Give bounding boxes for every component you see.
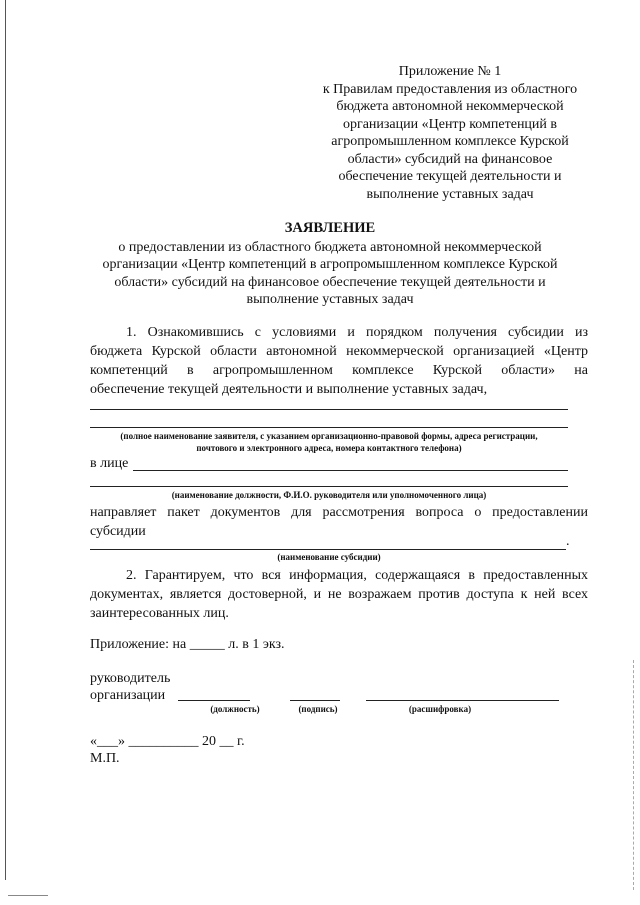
attachment-prefix: Приложение: на [90,637,187,652]
appendix-line: обеспечение текущей деятельности и [338,169,562,184]
seal-place: М.П. [90,751,120,766]
appendix-line: агропромышленном комплексе Курской [331,134,569,149]
title-main: ЗАЯВЛЕНИЕ [284,220,376,236]
caption-signature: (подпись) [298,704,338,714]
appendix-line: к Правилам предоставления из областного [322,81,578,97]
appendix-line: выполнение уставных задач [366,186,534,202]
title-line: выполнение уставных задач [246,292,414,308]
paragraph-line: бюджета Курской области автономной некоммерческой организацией «Центр [90,344,588,359]
signature-fill-line[interactable] [290,700,340,701]
attachment-pages-blank[interactable]: _____ [189,637,225,652]
decode-fill-line[interactable] [366,700,559,701]
appendix-line: организации «Центр компетенций в [342,116,558,132]
scan-edge-right [633,660,635,890]
position-caption: (наименование должности, Ф.И.О. руководителя или уполномоченного лица) [171,490,487,500]
title-line: области» субсидий на финансовое обеспечение текущей деятельности и [114,274,546,290]
subsidy-caption: (наименование субсидии) [277,552,381,562]
appendix-header [300,63,600,203]
title-line: организации «Центр компетенций в агропромышленном комплексе Курской [102,257,558,273]
paragraph-line: направляет пакет документов для рассмотрения вопроса о предоставлении [90,505,588,520]
date-year-field[interactable]: 20 __ г. [202,734,245,749]
caption-line: почтового и электронного адреса, номера контактного телефона) [196,443,462,453]
signature-label-1: руководитель [90,671,171,686]
paragraph-line: субсидии [90,524,146,539]
paragraph-line: 1. Ознакомившись с условиями и порядком получения субсидии из [126,325,588,340]
subsidy-end-dot: . [566,534,570,549]
paragraph-line: обеспечение текущей деятельности и выполнение уставных задач, [90,382,488,397]
applicant-name-line-2[interactable] [90,427,568,428]
caption-line: (полное наименование заявителя, с указанием организационно-правовой формы, адреса регистрации, [120,431,538,441]
subsidy-name-line[interactable] [90,549,566,550]
attachment-suffix: л. в 1 экз. [228,637,285,652]
paragraph-1 [90,323,588,399]
paragraph-line: заинтересованных лиц. [90,606,229,621]
position-fill-line[interactable] [178,700,250,701]
appendix-line: области» субсидий на финансовое [347,151,553,167]
title-line: о предоставлении из областного бюджета автономной некоммерческой [118,239,542,255]
applicant-caption [90,430,568,454]
applicant-name-line-1[interactable] [90,409,568,410]
paragraph-line: 2. Гарантируем, что вся информация, содержащаяся в предоставленных [126,568,588,583]
caption-position: (должность) [210,704,260,714]
date-month-field[interactable]: __________ [128,734,199,749]
appendix-line: Приложение № 1 [398,64,502,79]
paragraph-2 [90,566,588,623]
paragraph-line: документах, является достоверной, и не возражаем против доступа к ней всех [90,587,588,602]
date-day-field[interactable]: «___» [90,734,125,749]
representative-line-2[interactable] [90,486,568,487]
scan-edge-left [5,0,6,880]
in-person-label: в лице [90,456,129,471]
caption-decode: (расшифровка) [408,704,472,714]
date-line [90,733,245,750]
attachment-line [90,636,285,653]
signature-label-2: организации [90,688,166,703]
paragraph-line: компетенций в агропромышленном комплексе Курской области» на [90,363,588,378]
paragraph-sends [90,503,588,541]
scan-edge-bottom [8,895,48,896]
document-title [95,220,565,309]
appendix-line: бюджета автономной некоммерческой [336,99,564,114]
representative-line-1[interactable] [133,470,568,471]
